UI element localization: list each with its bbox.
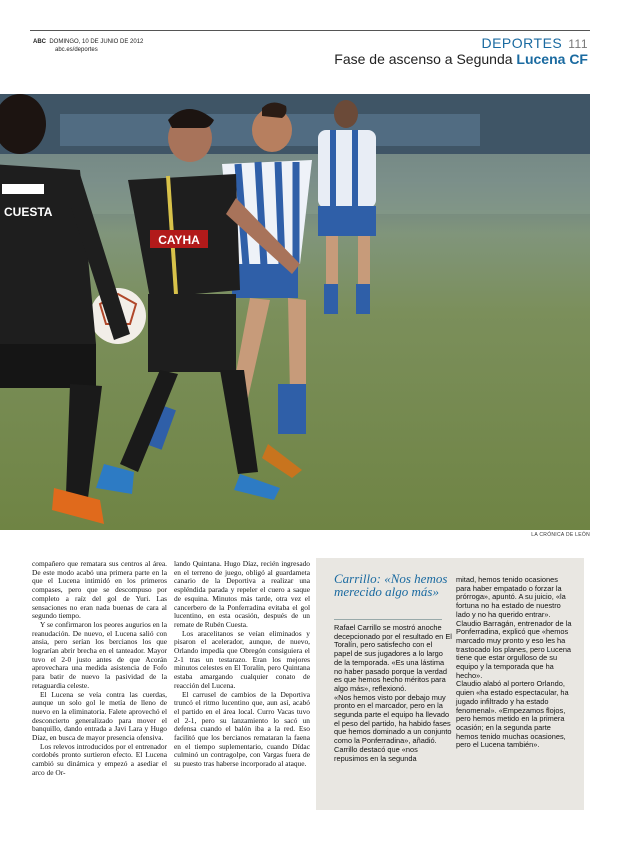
page-headline	[334, 51, 588, 67]
article-paragraph: Los aracelitanos se veían eliminados y pisaron el acelerador, aunque, de nuevo, Orlando impedía que Obregón consiguiera el 2-1 tras un testarazo. Eran los mejores minutos celestes en El Toralín, pero Quintana estaba amargando cualquier conato de reacción del Lucena.	[174, 628, 310, 690]
sidebar-rule	[334, 619, 442, 620]
sidebar-title: Carrillo: «Nos hemos merecido algo más»	[334, 571, 448, 599]
article-paragraph: El carrusel de cambios de la Deportiva truncó el ritmo lucentino que, aun así, acabó el partido en el área local. Curro Vacas tuvo el 2-1, pero su lanzamiento lo sacó un defensa cuando el balón iba a la red. Eso facilitó que los bercianos remataran la faena en el tiempo suplementario, cuando Dídac culminó un contragolpe, con Vargas fuera de su puesto tras haberse incorporado al ataque.	[174, 689, 310, 769]
article-paragraph: Y se confirmaron los peores augurios en la reanudación. De nuevo, el Lucena salió con ansia, pero serían los bercianos los que lograrían abrir brecha en el tanteador. Mayor tuvo el 2-0 justo antes de que Acorán aprovechara una medida asistencia de Fofo para batir de nuevo la pasividad de la retaguardia celeste.	[32, 619, 167, 690]
page-number: 111	[568, 37, 588, 51]
photo-illustration	[0, 94, 590, 530]
sidebar-paragraph: «Nos hemos visto por debajo muy pronto en el marcador, pero en la segunda parte el equipo ha llevado el peso del partido, ha habido fases que hemos dominado a un conjunto como la Ponferradina», añadió. Carrillo destacó que «nos repusimos en la segunda	[334, 692, 452, 763]
photo-credit: LA CRÓNICA DE LEÓN	[531, 532, 590, 538]
paper-name: ABC	[33, 39, 46, 45]
section-header	[481, 35, 588, 51]
article-column-1	[32, 560, 167, 778]
sidebar-paragraph: mitad, hemos tenido ocasiones para haber empatado o forzar la prórroga», apuntó. A su juicio, «la fortuna no ha estado de nuestro lado y no ha querido entrar».	[456, 575, 566, 619]
article-paragraph: El Lucena se veía contra las cuerdas, aunque un solo gol le metía de lleno de nuevo en la eliminatoria. Falete aprovechó el desconcierto generalizado para mover el banquillo, dando entrada a Javi Lara y Hugo Díaz, en busca de mayor presencia ofensiva.	[32, 689, 167, 743]
kicker: Fase de ascenso a Segunda	[334, 51, 513, 67]
section-name: DEPORTES	[481, 35, 563, 51]
article-paragraph: Los relevos introducidos por el entrenador cordobés pronto surtieron efecto. El Lucena cambió su dinámica y empezó a asediar el arco de Or-	[32, 741, 167, 777]
sidebar-paragraph: Claudio Barragán, entrenador de la Ponferradina, explicó que «hemos marcado muy pronto y eso les ha trastocado los planes, pero Lucena tiene que estar orgulloso de su equipo y la temporada que ha hecho».	[456, 618, 572, 680]
top-rule	[30, 30, 590, 31]
web-address: abc.es/deportes	[55, 47, 98, 53]
article-paragraph: lando Quintana. Hugo Díaz, recién ingresado en el terreno de juego, obligó al guardameta canario de la Deportiva a realizar una espléndida parada y repeler el cuero a saque de esquina. Minutos más tarde, otra vez el cancerbero de la Ponferradina evitaba el gol lucentino, en esta ocasión, después de un remate de Rubén Cuesta.	[174, 559, 310, 629]
shirt-name-text: CUESTA	[4, 205, 53, 219]
background-player	[318, 100, 376, 314]
sidebar-box	[316, 558, 584, 810]
shirt-sponsor-text: CAYHA	[158, 233, 200, 247]
photo-caption: El delantero del Lucena Matías Saad y el medio Rubén Cuesta protegen el esférico, ayer, en El	[420, 541, 569, 557]
sidebar-paragraph: Rafael Carrillo se mostró anoche decepcionado por el resultado en El Toralín, pero satisfecho con el papel de sus jugadores a lo largo de la temporada. «Es una lástima no haber pasado porque la verdad es que hemos hecho méritos para algo más», reflexionó.	[334, 623, 452, 693]
sidebar-paragraph: Claudio alabó al portero Orlando, quien «ha estado espectacular, ha jugado infiltrado y ha estado fenomenal». «Empezamos flojos, pero hemos metido en la primera ocasión; en la segunda parte hemos tenido muchas ocasiones, pero el Lucena también».	[456, 679, 569, 750]
team-name: Lucena CF	[516, 51, 588, 67]
sidebar-column-1	[334, 624, 452, 763]
issue-date: DOMINGO, 10 DE JUNIO DE 2012	[49, 39, 144, 45]
article-paragraph: compañero que rematara sus centros al área. De este modo acabó una primera parte en la que el Lucena intimidó en los primeros compases, pero que se descompuso por completo a raíz del gol de Yuri. Las sensaciones no eran nada buenas de cara al segundo tiempo.	[32, 559, 167, 621]
sidebar-column-2	[456, 576, 574, 750]
masthead	[33, 38, 143, 54]
article-column-2	[174, 560, 310, 769]
